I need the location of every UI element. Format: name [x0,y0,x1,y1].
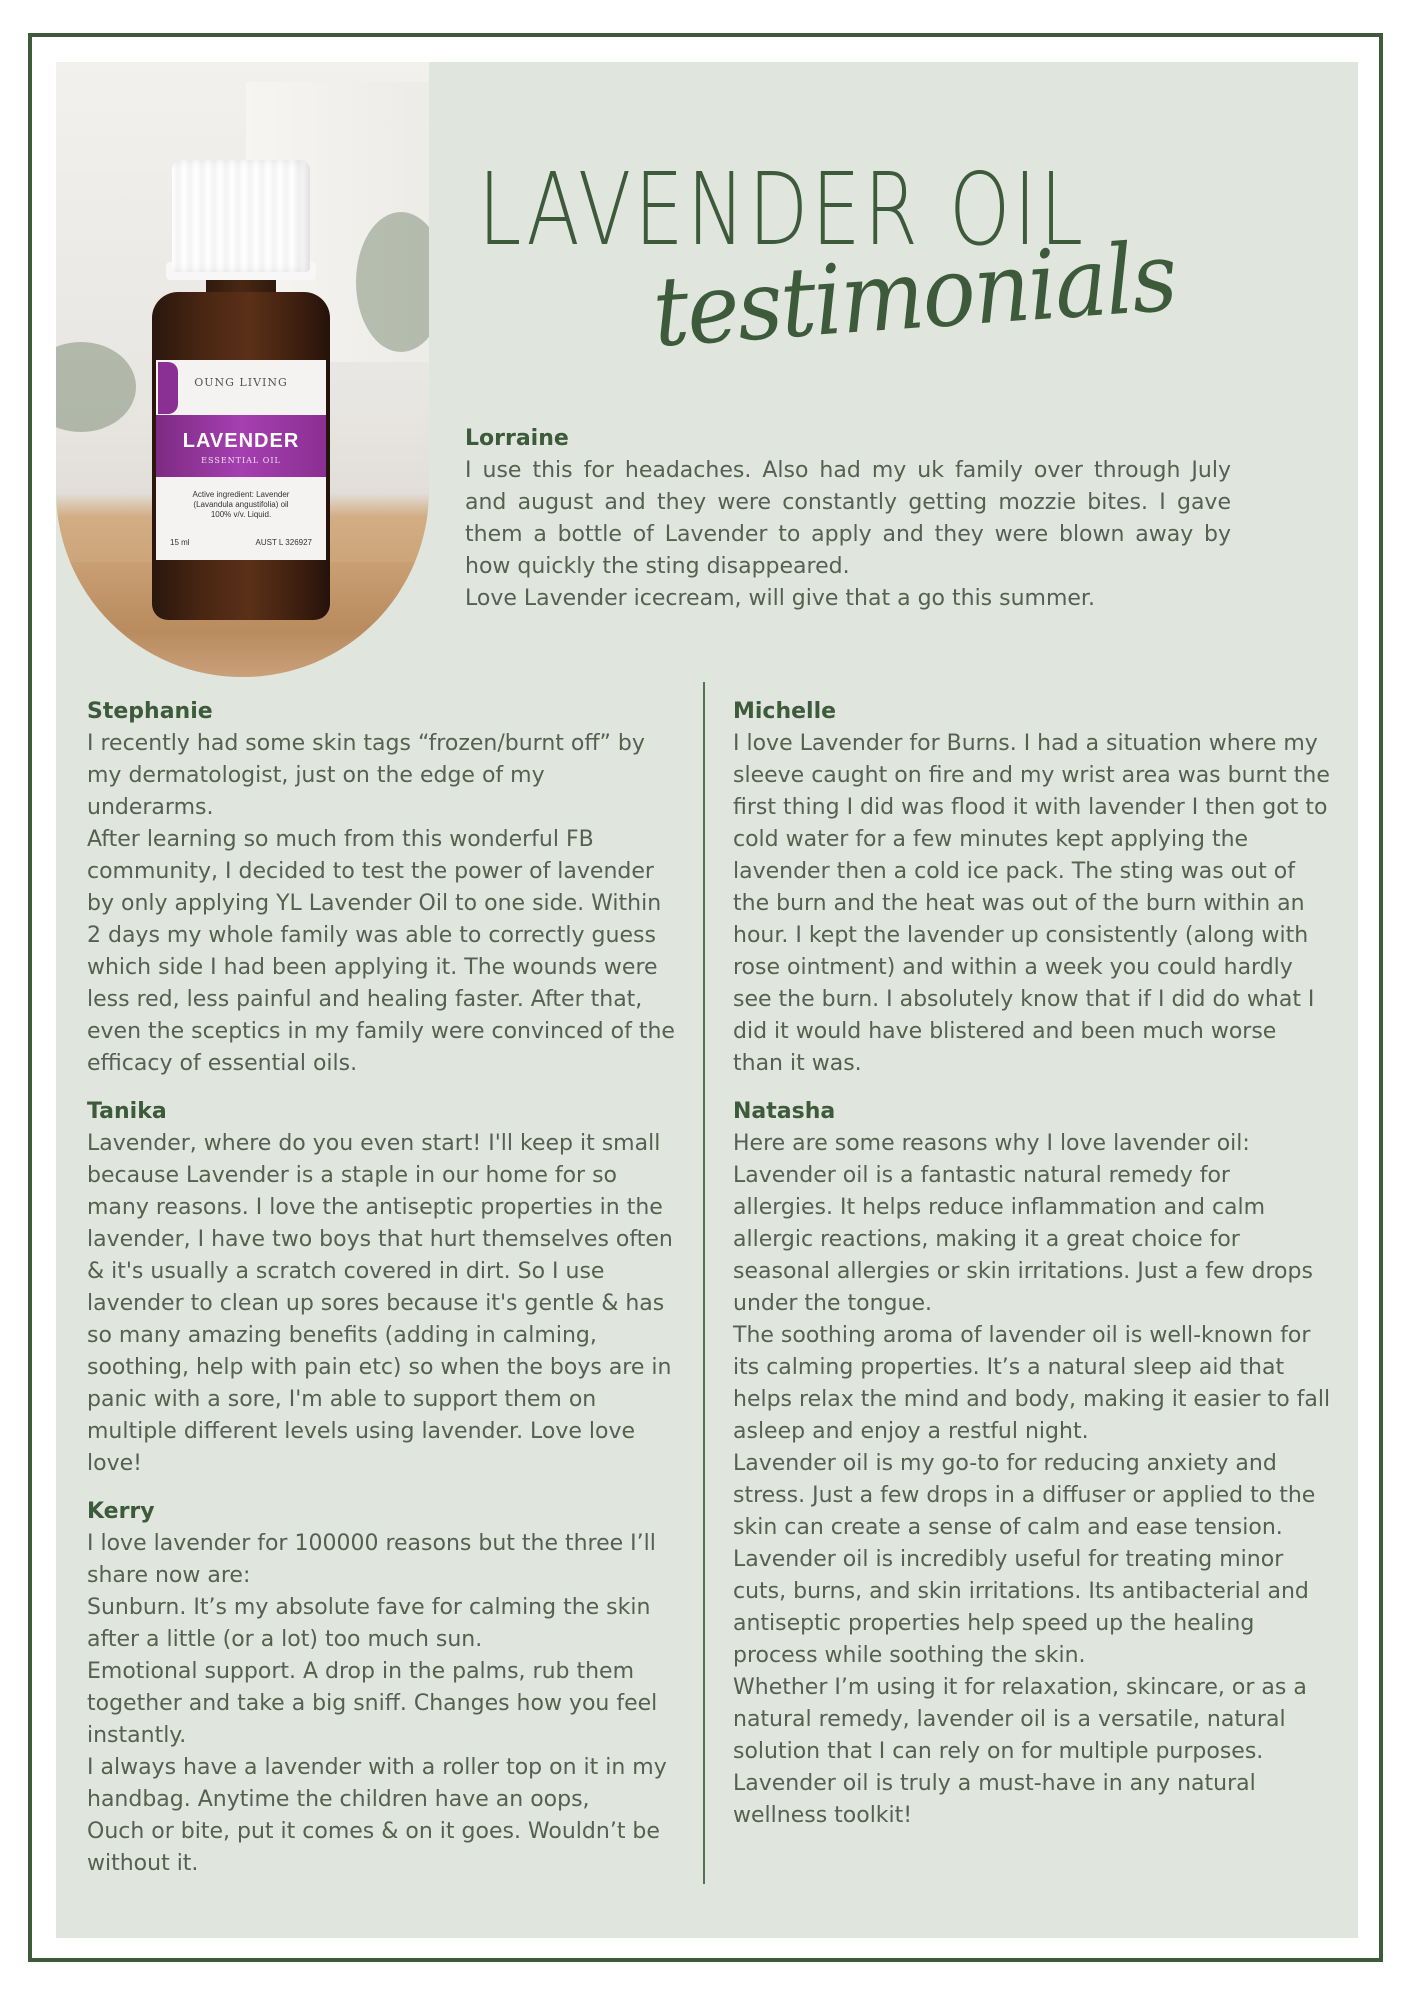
testimonial-name: Lorraine [465,426,569,451]
ingredient-line: (Lavandula angustifolia) oil [193,500,289,509]
page-subtitle-script: testimonials [649,220,1180,369]
testimonial-name: Michelle [733,699,837,724]
label-size: 15 ml [170,538,190,547]
testimonial-text: Lavender oil is incredibly useful for treating minor cuts, burns, and skin irritations. Its antibacterial and antiseptic properties help speed up the healing process while soothing the skin. [733,1547,1309,1668]
testimonial-name: Natasha [733,1099,836,1124]
testimonial-text: Sunburn. It’s my absolute fave for calming the skin after a little (or a lot) too much sun. [87,1595,651,1652]
bottle-label [156,360,326,560]
testimonial-lorraine [465,423,1231,615]
column-divider [703,682,705,1884]
label-seal [158,362,178,414]
testimonial-text: I recently had some skin tags “frozen/burnt off” by my dermatologist, just on the edge of my underarms. [87,731,645,820]
testimonial-text: Lavender, where do you even start! I'll keep it small because Lavender is a staple in our home for so many reasons. I love the antiseptic properties in the lavender, I have two boys that hurt themselves often & it's usually a scratch covered in dirt. So I use lavender to clean up sores because it's gentle & has so many amazing benefits (adding in calming, soothing, help with pain etc) so when the boys are in panic with a sore, I'm able to support them on multiple different levels using lavender. Love love love! [87,1131,673,1476]
ingredient-line: Active ingredient: Lavender [192,490,290,499]
testimonial-text: Whether I’m using it for relaxation, skincare, or as a natural remedy, lavender oil is a versatile, natural solution that I can rely on for multiple purposes. [733,1675,1307,1764]
testimonial-text: Lavender oil is truly a must-have in any natural wellness toolkit! [733,1771,1256,1828]
testimonial-text: Lavender oil is my go-to for reducing anxiety and stress. Just a few drops in a diffuser or applied to the skin can create a sense of calm and ease tension. [733,1451,1316,1540]
testimonial-name: Tanika [87,1099,167,1124]
testimonial-name: Stephanie [87,699,213,724]
ingredient-line: 100% v/v. Liquid. [210,510,272,519]
label-brand: OUNG LIVING [194,376,288,389]
testimonial-text: I use this for headaches. Also had my uk family over through July and august and they were constantly getting mozzie bites. I gave them a bottle of Lavender to apply and they were blown away by how quickly the sting disappeared. [465,458,1231,579]
testimonial-tanika [87,1096,677,1480]
testimonial-natasha [733,1096,1333,1832]
plant-blur [56,342,136,432]
testimonial-text: Ouch or bite, put it comes & on it goes. Wouldn’t be without it. [87,1819,660,1876]
testimonial-text: Lavender oil is a fantastic natural remedy for allergies. It helps reduce inflammation and calm allergic reactions, making it a great choice for seasonal allergies or skin irritations. Just a few drops under the tongue. [733,1163,1313,1316]
lavender-bottle-photo [56,62,429,677]
testimonial-text: Emotional support. A drop in the palms, rub them together and take a big sniff. Changes how you feel instantly. [87,1659,658,1748]
label-product-name: LAVENDER [182,430,300,452]
testimonial-text: The soothing aroma of lavender oil is well-known for its calming properties. It’s a natural sleep aid that helps relax the mind and body, making it easier to fall asleep and enjoy a restful night. [733,1323,1331,1444]
testimonial-text: After learning so much from this wonderful FB community, I decided to test the power of lavender by only applying YL Lavender Oil to one side. Within 2 days my whole family was able to correctly guess which side I had been applying it. The wounds were less red, less painful and healing faster. After that, even the sceptics in my family were convinced of the efficacy of essential oils. [87,827,675,1076]
testimonial-text: I love lavender for 100000 reasons but the three I’ll share now are: [87,1531,656,1588]
testimonial-text: Love Lavender icecream, will give that a go this summer. [465,586,1095,611]
testimonial-michelle [733,696,1333,1080]
bottle-cap [172,160,310,272]
label-ingredients [170,490,312,520]
testimonial-text: I love Lavender for Burns. I had a situation where my sleeve caught on fire and my wrist area was burnt the first thing I did was flood it with lavender I then got to cold water for a few minutes kept applying the lavender then a cold ice pack. The sting was out of the burn and the heat was out of the burn within an hour. I kept the lavender up consistently (along with rose ointment) and within a week you could hardly see the burn. I absolutely know that if I did do what I did it would have blistered and been much worse than it was. [733,731,1330,1076]
testimonial-stephanie [87,696,677,1080]
testimonial-text: Here are some reasons why I love lavender oil: [733,1131,1250,1156]
label-code: AUST L 326927 [255,538,312,547]
label-subtitle: ESSENTIAL OIL [201,456,281,465]
testimonial-kerry [87,1496,677,1880]
testimonial-text: I always have a lavender with a roller top on it in my handbag. Anytime the children have an oops, [87,1755,667,1812]
page-title: LAVENDER OIL [478,151,1087,268]
label-size-row [170,538,312,547]
testimonial-name: Kerry [87,1499,155,1524]
